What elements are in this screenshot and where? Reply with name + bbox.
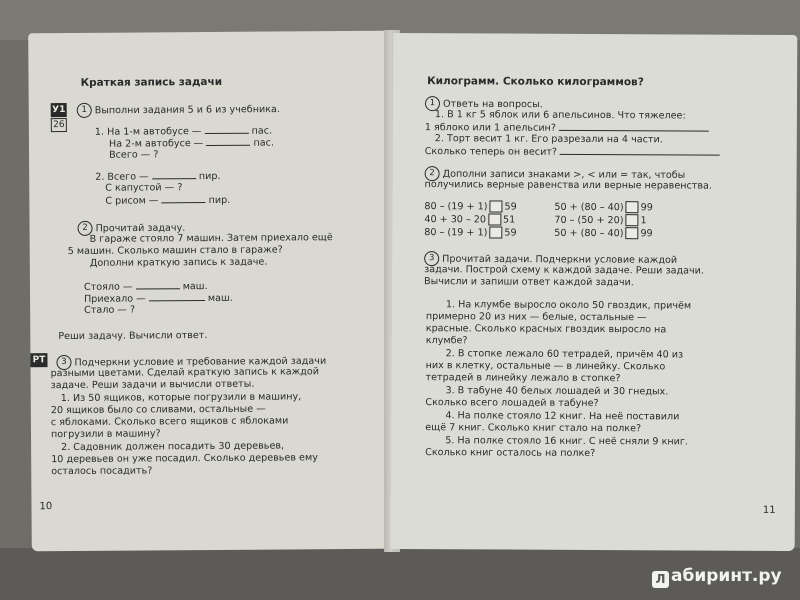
solve-instruction: Реши задачу. Вычисли ответ.	[58, 330, 208, 343]
r-task2-text: Дополни записи знаками >, < или = так, чтобы	[442, 168, 686, 181]
unit: маш.	[182, 281, 208, 293]
sign-box[interactable]	[626, 214, 639, 226]
value: 59	[504, 227, 517, 239]
label: Стояло —	[83, 281, 133, 293]
sign-box[interactable]	[488, 213, 501, 225]
r-task3-line3: Вычисли и запиши ответ каждой задачи.	[424, 276, 634, 289]
expression-row	[424, 200, 516, 213]
task3-line10: осталось посадить?	[51, 465, 153, 478]
labirint-logo-icon: Л	[652, 571, 669, 588]
task1-p1-line3: Всего — ?	[109, 149, 159, 161]
left-page	[28, 31, 392, 552]
task1-p2-line3	[105, 194, 230, 208]
answer-blank[interactable]	[161, 194, 205, 203]
sign-box[interactable]	[626, 201, 639, 213]
sign-box[interactable]	[625, 227, 638, 239]
answer-blank[interactable]	[206, 137, 250, 146]
tag-26: 26	[51, 118, 67, 132]
expression: 50 + (80 – 40)	[554, 227, 624, 240]
task2-line1: Прочитай задачу.	[95, 222, 186, 235]
expression: 40 + 30 – 20	[424, 214, 487, 226]
task1-p2-line2: С капустой — ?	[105, 182, 183, 194]
expression-row	[554, 214, 646, 227]
r-task3-line10: тетрадей в линейку лежало в стопке?	[425, 372, 621, 385]
page-number-right: 11	[762, 504, 776, 516]
r-task3-line12: Сколько всего лошадей в табуне?	[425, 397, 599, 410]
task2-line4: Дополни краткую запись к задаче.	[89, 256, 268, 269]
value: 99	[640, 228, 653, 240]
value: 1	[640, 215, 647, 227]
task3-line7: погрузили в машину?	[50, 428, 161, 441]
sign-box[interactable]	[489, 200, 502, 212]
task-number-circle: 1	[77, 103, 92, 118]
label: Сколько теперь он весит?	[424, 146, 558, 158]
value: 99	[640, 202, 653, 214]
task2-line3: 5 машин. Сколько машин стало в гараже?	[67, 244, 283, 257]
r-task3-text: Прочитай задачи. Подчеркни условие каждой	[442, 253, 678, 266]
r-task3-line9: них в клетку, остальные — в линейку. Сколько	[425, 360, 666, 373]
label: С рисом —	[105, 195, 159, 207]
r-task3-line7: клумбе?	[425, 335, 468, 347]
r-task3-line2: задачи. Построй схему к каждой задаче. Реши задачи.	[424, 264, 704, 277]
answer-blank[interactable]	[560, 146, 720, 156]
task-number-circle: 3	[56, 355, 71, 370]
task-number-circle: 1	[425, 96, 440, 111]
task1-heading	[77, 102, 280, 118]
label: 2. Всего —	[95, 171, 149, 183]
value: 51	[503, 214, 516, 226]
task1-text: Выполни задания 5 и 6 из учебника.	[94, 104, 280, 117]
task-number-circle: 2	[78, 221, 93, 236]
sign-box[interactable]	[489, 226, 502, 238]
right-page	[391, 33, 798, 551]
unit: пас.	[251, 125, 273, 137]
task-number-circle: 2	[425, 166, 440, 181]
left-page-title: Краткая запись задачи	[80, 75, 223, 89]
unit: пир.	[208, 194, 231, 207]
label: На 2-м автобусе —	[108, 138, 204, 150]
page-number-left: 10	[39, 501, 53, 513]
r-task3-line15: 5. На полке стояло 16 книг. С неё сняли 9 книг.	[445, 435, 689, 448]
watermark	[652, 566, 782, 588]
r-task1-text: Ответь на вопросы.	[442, 98, 543, 111]
task3-line6: с яблоками. Сколько всего ящиков с яблоками	[50, 415, 289, 429]
r-task3-line6: красные. Сколько красных гвоздик выросло на	[425, 323, 667, 336]
answer-blank[interactable]	[152, 170, 196, 179]
r-task2-line2: получились верные равенства или верные неравенства.	[424, 179, 712, 192]
r-task3-line8: 2. В стопке лежало 60 тетрадей, причём 40 из	[445, 348, 684, 361]
task3-line4: 1. Из 50 ящиков, которые погрузили в машину,	[60, 391, 302, 405]
r-task3-line14: ещё 7 книг. Сколько книг стало на полке?	[425, 422, 642, 435]
expression-row	[554, 201, 652, 215]
r-task3-line16: Сколько книг осталось на полке?	[425, 447, 596, 460]
task3-line8: 2. Садовник должен посадить 30 деревьев,	[61, 440, 285, 454]
record-line3: Стало — ?	[84, 304, 136, 316]
right-page-title: Килограмм. Сколько килограммов?	[427, 75, 644, 89]
expression: 80 – (19 + 1)	[424, 227, 488, 239]
r-task3-line13: 4. На полке стояло 12 книг. На неё поставили	[445, 410, 680, 423]
answer-blank[interactable]	[559, 122, 709, 132]
task3-line9: 10 деревьев он уже посадил. Сколько деревьев ему	[51, 452, 318, 466]
expression-row	[424, 213, 515, 226]
label: Приехало —	[84, 293, 146, 305]
answer-blank[interactable]	[205, 125, 249, 134]
r-task3-line4: 1. На клумбе выросло около 50 гвоздик, причём	[445, 299, 692, 312]
unit: пас.	[253, 137, 275, 149]
watermark-text: абиринт.ру	[671, 566, 782, 586]
tag-u1: У1	[51, 103, 67, 117]
task2-line2: В гараже стояло 7 машин. Затем приехало ещё	[89, 232, 333, 245]
tag-rt: РТ	[30, 353, 47, 367]
label: 1. На 1-м автобусе —	[94, 126, 202, 138]
r-task3-line5: примерно 20 из них — белые, остальные —	[425, 311, 647, 324]
expression-row	[424, 226, 516, 239]
answer-blank[interactable]	[149, 292, 205, 301]
r-task1-line5	[425, 145, 720, 160]
r-task1-line4: 2. Торт весит 1 кг. Его разрезали на 4 части.	[434, 133, 663, 146]
expression-row	[554, 227, 652, 241]
answer-blank[interactable]	[136, 280, 180, 289]
task-number-circle: 3	[424, 251, 439, 266]
task3-line5: 20 ящиков было со сливами, остальные —	[50, 403, 266, 417]
task3-line2: разными цветами. Сделай краткую запись к каждой	[50, 366, 320, 380]
r-task3-line11: 3. В табуне 40 белых лошадей и 30 гнедых.	[445, 385, 669, 398]
unit: пир.	[198, 170, 221, 183]
r-task1-line2: 1. В 1 кг 5 яблок или 6 апельсинов. Что тяжелее:	[434, 109, 686, 122]
value: 59	[504, 201, 517, 213]
label: 1 яблоко или 1 апельсин?	[424, 122, 556, 134]
task3-line3: задаче. Реши задачи и вычисли ответы.	[50, 378, 255, 392]
task3-text: Подчеркни условие и требование каждой задачи	[74, 355, 327, 369]
expression: 80 – (19 + 1)	[424, 201, 488, 213]
expression: 50 + (80 – 40)	[554, 201, 624, 214]
unit: маш.	[207, 292, 233, 305]
expression: 70 – (50 + 20)	[554, 214, 624, 227]
